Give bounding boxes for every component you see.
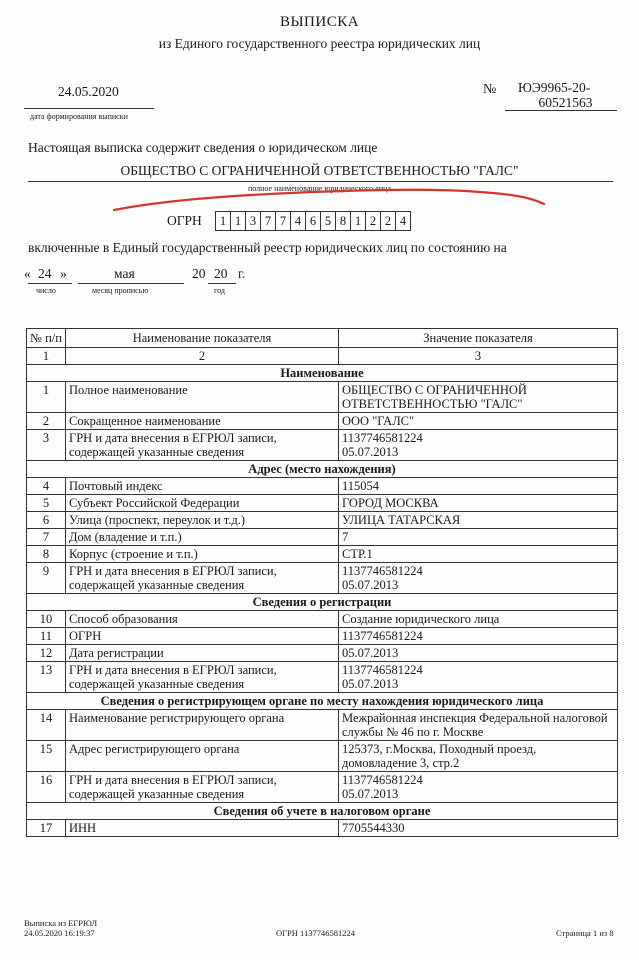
row-value: ГОРОД МОСКВА: [339, 495, 618, 512]
row-value: 1137746581224 05.07.2013: [339, 662, 618, 693]
row-number: 14: [27, 710, 66, 741]
row-number: 6: [27, 512, 66, 529]
col-num: 2: [66, 348, 339, 365]
day-caption: число: [36, 286, 56, 295]
org-underline: [28, 181, 613, 182]
table-row: [27, 413, 618, 430]
section-registration: Сведения о регистрации: [27, 594, 618, 611]
section-tax: Сведения об учете в налоговом органе: [27, 803, 618, 820]
ogrn-digit: 1: [215, 211, 231, 231]
document-subtitle: из Единого государственного реестра юридических лиц: [158, 36, 481, 51]
as-of-year-prefix: 20: [192, 266, 206, 281]
red-pen-underline: [100, 183, 550, 213]
section-address: Адрес (место нахождения): [27, 461, 618, 478]
row-value: ОБЩЕСТВО С ОГРАНИЧЕННОЙ ОТВЕТСТВЕННОСТЬЮ "ГАЛС": [339, 382, 618, 413]
ogrn-digit: 2: [380, 211, 396, 231]
footer-timestamp: 24.05.2020 16:19:37: [24, 928, 95, 938]
extract-number-line1: ЮЭ9965-20-: [518, 80, 591, 95]
table-row: [27, 820, 618, 837]
table-row: [27, 512, 618, 529]
row-number: 1: [27, 382, 66, 413]
document-title: ВЫПИСКА: [279, 14, 360, 30]
table-row: [27, 741, 618, 772]
row-indicator: Сокращенное наименование: [66, 413, 339, 430]
ogrn-digit: 2: [365, 211, 381, 231]
row-indicator: Субъект Российской Федерации: [66, 495, 339, 512]
ogrn-digit: 1: [230, 211, 246, 231]
row-indicator: ГРН и дата внесения в ЕГРЮЛ записи, содержащей указанные сведения: [66, 563, 339, 594]
extract-number-line2: 60521563: [538, 95, 593, 110]
footer-source: Выписка из ЕГРЮЛ: [24, 918, 98, 928]
row-indicator: Наименование регистрирующего органа: [66, 710, 339, 741]
table-row: [27, 495, 618, 512]
col-num: 1: [27, 348, 66, 365]
ogrn-digit: 6: [305, 211, 321, 231]
row-indicator: Дата регистрации: [66, 645, 339, 662]
row-number: 13: [27, 662, 66, 693]
row-number: 15: [27, 741, 66, 772]
row-indicator: Дом (владение и т.п.): [66, 529, 339, 546]
footer-left: [24, 918, 97, 938]
number-underline: [505, 110, 617, 111]
ogrn-label: ОГРН: [167, 213, 202, 228]
as-of-month: мая: [114, 266, 135, 281]
row-value: 1137746581224 05.07.2013: [339, 772, 618, 803]
row-value: УЛИЦА ТАТАРСКАЯ: [339, 512, 618, 529]
quote-close: »: [60, 266, 67, 281]
row-indicator: Корпус (строение и т.п.): [66, 546, 339, 563]
ogrn-digit: 1: [350, 211, 366, 231]
table-row: [27, 478, 618, 495]
row-value: 115054: [339, 478, 618, 495]
table-row: [27, 662, 618, 693]
row-indicator: Адрес регистрирующего органа: [66, 741, 339, 772]
row-value: 1137746581224 05.07.2013: [339, 430, 618, 461]
row-number: 10: [27, 611, 66, 628]
row-indicator: ГРН и дата внесения в ЕГРЮЛ записи, содержащей указанные сведения: [66, 772, 339, 803]
extract-number: [518, 80, 613, 110]
as-of-year-suffix: 20: [214, 266, 228, 281]
quote-open: «: [24, 266, 31, 281]
col-num: 3: [339, 348, 618, 365]
row-number: 2: [27, 413, 66, 430]
table-row: [27, 563, 618, 594]
section-row: [27, 365, 618, 382]
table-row: [27, 710, 618, 741]
row-indicator: ИНН: [66, 820, 339, 837]
as-of-day: 24: [38, 266, 52, 281]
month-underline: [78, 283, 184, 284]
column-number-row: [27, 348, 618, 365]
row-number: 3: [27, 430, 66, 461]
year-unit: г.: [238, 266, 246, 281]
row-indicator: ГРН и дата внесения в ЕГРЮЛ записи, содержащей указанные сведения: [66, 430, 339, 461]
section-authority: Сведения о регистрирующем органе по месту нахождения юридического лица: [27, 693, 618, 710]
org-caption: полное наименование юридического лица: [247, 184, 392, 193]
footer-ogrn: ОГРН 1137746581224: [276, 928, 355, 938]
row-value: 1137746581224: [339, 628, 618, 645]
section-row: [27, 461, 618, 478]
row-value: ООО "ГАЛС": [339, 413, 618, 430]
footer-page-number: Страница 1 из 8: [556, 928, 614, 938]
table-header-row: [27, 329, 618, 348]
ogrn-digit: 8: [335, 211, 351, 231]
ogrn-digit: 4: [395, 211, 411, 231]
day-underline: [28, 283, 72, 284]
row-indicator: Почтовый индекс: [66, 478, 339, 495]
row-indicator: Полное наименование: [66, 382, 339, 413]
ogrn-digit: 7: [275, 211, 291, 231]
month-caption: месяц прописью: [92, 286, 149, 295]
row-indicator: ОГРН: [66, 628, 339, 645]
row-indicator: Улица (проспект, переулок и т.д.): [66, 512, 339, 529]
table-row: [27, 529, 618, 546]
col-header-value: Значение показателя: [339, 329, 618, 348]
row-number: 16: [27, 772, 66, 803]
table-row: [27, 430, 618, 461]
row-number: 7: [27, 529, 66, 546]
col-header-number: № п/п: [27, 329, 66, 348]
table-row: [27, 628, 618, 645]
row-value: 05.07.2013: [339, 645, 618, 662]
ogrn-digit: 4: [290, 211, 306, 231]
row-number: 12: [27, 645, 66, 662]
included-text: включенные в Единый государственный реестр юридических лиц по состоянию на: [28, 240, 507, 255]
row-indicator: Способ образования: [66, 611, 339, 628]
table-row: [27, 382, 618, 413]
row-value: 1137746581224 05.07.2013: [339, 563, 618, 594]
row-indicator: ГРН и дата внесения в ЕГРЮЛ записи, содержащей указанные сведения: [66, 662, 339, 693]
row-value: 125373, г.Москва, Походный проезд, домовладение 3, стр.2: [339, 741, 618, 772]
row-number: 17: [27, 820, 66, 837]
year-caption: год: [214, 286, 225, 295]
col-header-indicator: Наименование показателя: [66, 329, 339, 348]
section-row: [27, 693, 618, 710]
ogrn-digit: 3: [245, 211, 261, 231]
row-value: Создание юридического лица: [339, 611, 618, 628]
row-value: 7705544330: [339, 820, 618, 837]
ogrn-digit: 7: [260, 211, 276, 231]
section-row: [27, 594, 618, 611]
row-value: 7: [339, 529, 618, 546]
year-underline: [208, 283, 236, 284]
row-number: 8: [27, 546, 66, 563]
row-value: СТР.1: [339, 546, 618, 563]
table-row: [27, 645, 618, 662]
table-row: [27, 546, 618, 563]
register-table: [26, 328, 618, 837]
section-row: [27, 803, 618, 820]
row-number: 11: [27, 628, 66, 645]
ogrn-digit-boxes: [215, 211, 410, 231]
table-row: [27, 611, 618, 628]
row-value: Межрайонная инспекция Федеральной налоговой службы № 46 по г. Москве: [339, 710, 618, 741]
row-number: 4: [27, 478, 66, 495]
row-number: 5: [27, 495, 66, 512]
section-name: Наименование: [27, 365, 618, 382]
intro-text: Настоящая выписка содержит сведения о юридическом лице: [28, 140, 378, 155]
ogrn-digit: 5: [320, 211, 336, 231]
table-row: [27, 772, 618, 803]
number-sign: №: [483, 82, 497, 97]
formation-date: 24.05.2020: [58, 84, 119, 99]
row-number: 9: [27, 563, 66, 594]
date-caption: дата формирования выписки: [30, 112, 128, 121]
organization-full-name: ОБЩЕСТВО С ОГРАНИЧЕННОЙ ОТВЕТСТВЕННОСТЬЮ "ГАЛС": [120, 163, 519, 178]
date-underline: [24, 108, 154, 109]
